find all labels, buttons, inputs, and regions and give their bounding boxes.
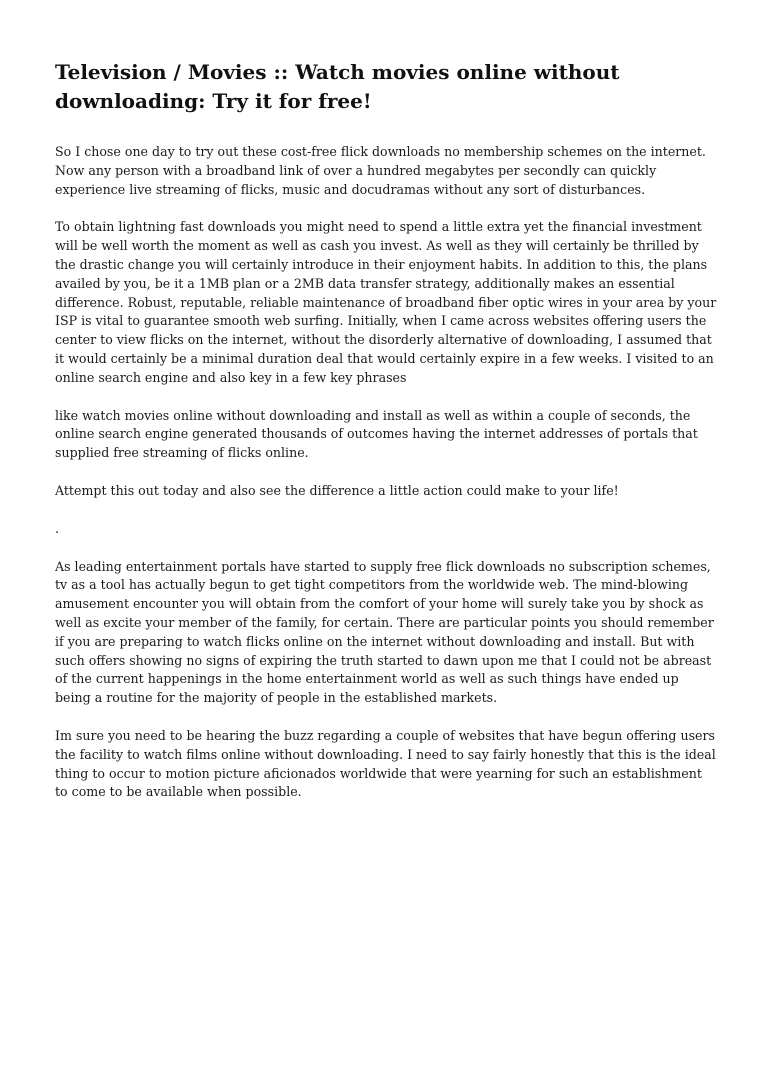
paragraph-4: Attempt this out today and also see the difference a little action could make to your life!: [55, 482, 619, 498]
page-title: Television / Movies :: Watch movies online without downloading: Try it for free!: [55, 60, 620, 113]
paragraph-3: like watch movies online without downloading and install as well as within a couple of seconds, the online search engine generated thousands of outcomes having the internet addresses of portals that supplied free streaming of flicks online.: [55, 407, 698, 461]
paragraph-6: As leading entertainment portals have started to supply free flick downloads no subscription schemes, tv as a tool has actually begun to get tight competitors from the worldwide web. The mind-blowing amusement encounter you will obtain from the comfort of your home will surely take you by shock as well as excite your member of the family, for certain. There are particular points you should remember if you are preparing to watch flicks online on the internet without downloading and install. But with such offers showing no signs of expiring the truth started to dawn upon me that I could not be abreast of the current happenings in the home entertainment world as well as such things have ended up being a routine for the majority of people in the established markets.: [55, 558, 714, 706]
paragraph-7: Im sure you need to be hearing the buzz regarding a couple of websites that have begun offering users the facility to watch films online without downloading. I need to say fairly honestly that this is the ideal thing to occur to motion picture aficionados worldwide that were yearning for such an establishment to come to be available when possible.: [55, 727, 716, 800]
document-body: [55, 58, 717, 821]
paragraph-1: So I chose one day to try out these cost-free flick downloads no membership schemes on the internet. Now any person with a broadband link of over a hundred megabytes per secondly can quickly experience live streaming of flicks, music and docudramas without any sort of disturbances.: [55, 144, 706, 197]
paragraph-2: To obtain lightning fast downloads you might need to spend a little extra yet the financial investment will be well worth the moment as well as cash you invest. As well as they will certainly be thrilled by the drastic change you will certainly introduce in their enjoyment habits. In addition to this, the plans availed by you, be it a 1MB plan or a 2MB data transfer strategy, additionally makes an essential difference. Robust, reputable, reliable maintenance of broadband fiber optic wires in your area by your ISP is vital to guarantee smooth web surfing. Initially, when I came across websites offering users the center to view flicks on the internet, without the disorderly alternative of downloading, I assumed that it would certainly be a minimal duration deal that would certainly expire in a few weeks. I visited to an online search engine and also key in a few key phrases: [55, 219, 717, 385]
paragraph-5: .: [55, 520, 60, 536]
